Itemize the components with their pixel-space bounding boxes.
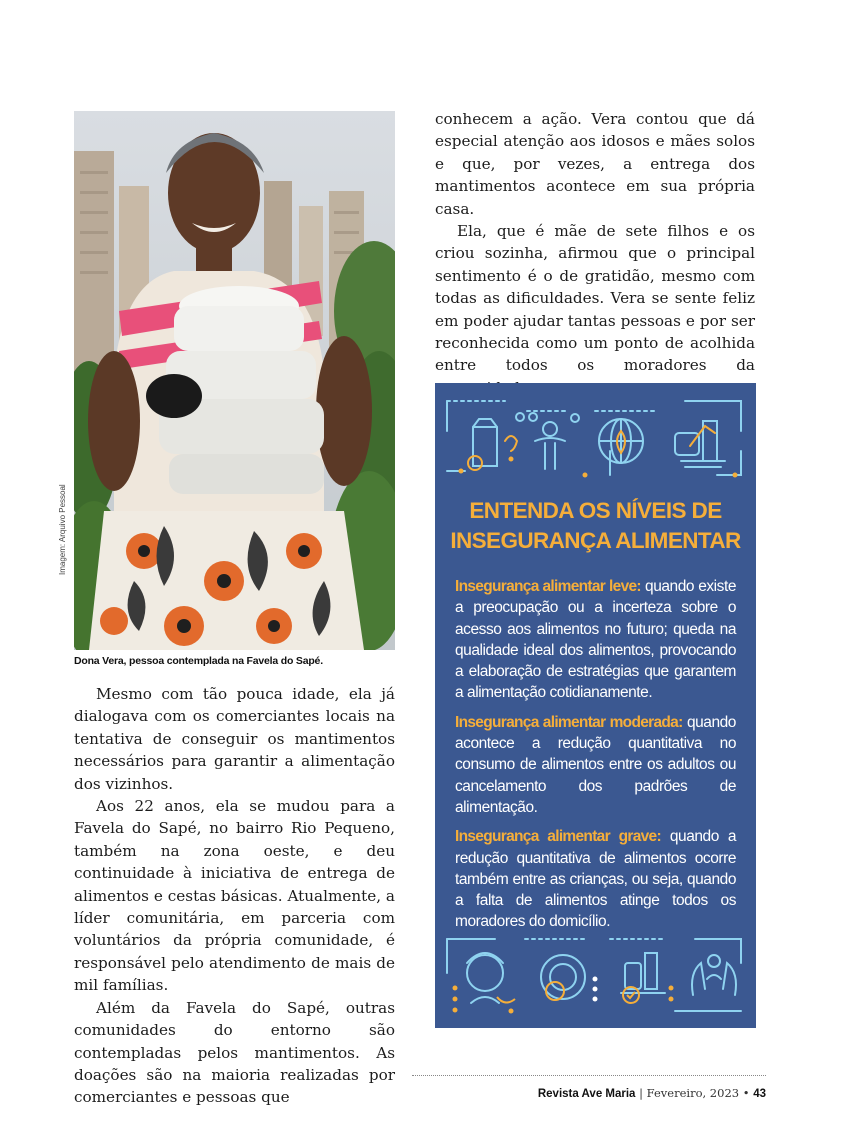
page-number: 43	[753, 1088, 766, 1100]
footer-bullet: •	[742, 1086, 750, 1100]
paragraph: Aos 22 anos, ela se mudou para a Favela do Sapé, no bairro Rio Pequeno, também na zona oeste, e deu continuidade à iniciativa de entrega de alimentos e cestas básicas. Atualmente, a líder comunitária, em parceria com voluntários da própria comunidade, é responsável pelo atendimento de mais de mil famílias.	[74, 797, 395, 995]
photo-credit: Imagem: Arquivo Pessoal	[58, 484, 67, 575]
paragraph: Mesmo com tão pouca idade, ela já dialogava com os comerciantes locais na tentativa de conseguir os mantimentos necessários para garantir a alimentação dos vizinhos.	[74, 685, 395, 793]
info-box-body	[455, 576, 736, 941]
photo-dona-vera	[74, 111, 395, 650]
level-text: quando a redução quantitativa de alimentos ocorre também entre as crianças, ou seja, quando a falta de alimentos atinge todos os moradores do domicílio.	[455, 828, 737, 931]
magazine-name: Revista Ave Maria	[537, 1088, 636, 1100]
photo-caption: Dona Vera, pessoa contemplada na Favela do Sapé.	[74, 655, 323, 667]
level-term: Insegurança alimentar grave:	[455, 828, 661, 846]
footer-rule	[412, 1075, 766, 1076]
level-item	[455, 826, 736, 932]
issue-date: Fevereiro, 2023	[646, 1086, 740, 1100]
info-box	[435, 383, 756, 1028]
paragraph: conhecem a ação. Vera contou que dá especial atenção aos idosos e mães solos e que, por vezes, a entrega dos mantimentos acontece em sua própria casa.	[435, 110, 755, 218]
level-text: quando acontece a redução quantitativa no consumo de alimentos entre os adultos ou cancelamento dos padrões de alimentação.	[455, 713, 736, 816]
paragraph: Ela, que é mãe de sete filhos e os criou sozinha, afirmou que o principal sentimento é o de gratidão, mesmo com todas as dificuldades. Vera se sente feliz em poder ajudar tantas pessoas e por ser reconhecida como um ponto de acolhida entre todos os moradores da	[435, 222, 755, 375]
page-footer	[538, 1086, 766, 1100]
left-column	[74, 683, 395, 1109]
top-icons-row	[435, 391, 756, 486]
level-item	[455, 576, 736, 704]
level-item	[455, 712, 736, 818]
right-column	[435, 108, 755, 422]
info-box-title	[435, 496, 756, 556]
footer-separator: |	[639, 1086, 643, 1100]
level-term: Insegurança alimentar moderada:	[455, 713, 683, 731]
level-text: quando existe a preocupação ou a incerteza sobre o acesso aos alimentos no futuro; queda na qualidade ideal dos alimentos, provocando a elaboração de estratégias que garantem a alimentação cotidianamente.	[455, 578, 736, 702]
paragraph: Além da Favela do Sapé, outras comunidades do entorno são contempladas pelos mantimentos. As doações são na maioria realizadas por comerciantes e pessoas que	[74, 998, 395, 1107]
title-line-2: INSEGURANÇA ALIMENTAR	[450, 528, 741, 553]
bottom-icons-row	[435, 933, 756, 1018]
title-line-1: ENTENDA OS NÍVEIS DE	[469, 498, 722, 523]
level-term: Insegurança alimentar leve:	[455, 578, 641, 595]
